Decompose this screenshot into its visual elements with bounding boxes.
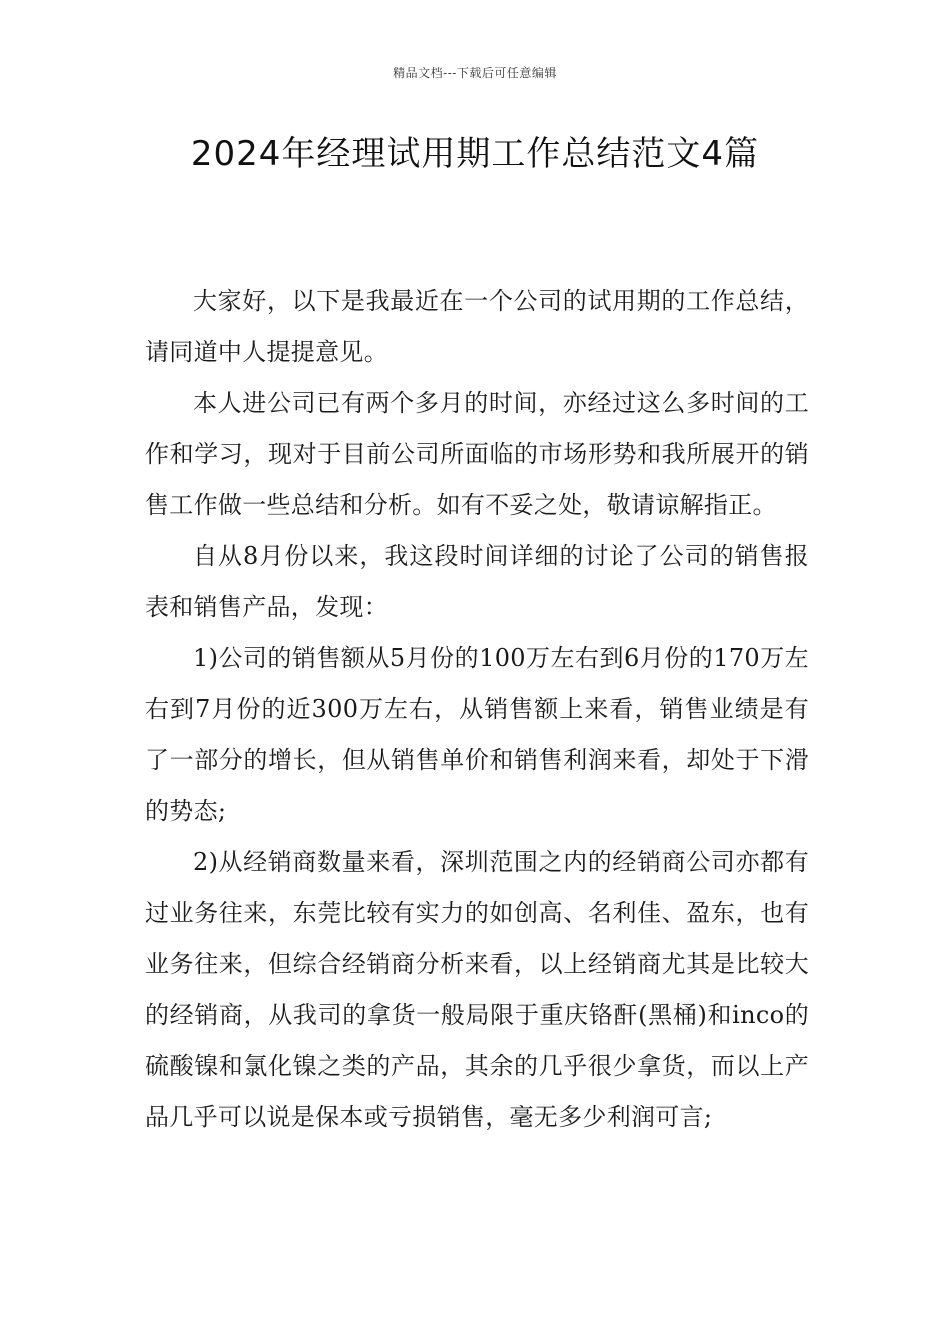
header-note: 精品文档---下载后可任意编辑 xyxy=(393,66,557,80)
paragraph-3: 自从8月份以来，我这段时间详细的讨论了公司的销售报表和销售产品，发现： xyxy=(145,542,809,621)
paragraph-5: 2)从经销商数量来看，深圳范围之内的经销商公司亦都有过业务往来，东莞比较有实力的如创高、名利佳、盈东，也有业务往来，但综合经销商分析来看，以上经销商尤其是比较大的经销商，从我司的拿货一般局限于重庆铬酐(黑桶)和inco的硫酸镍和氯化镍之类的产品，其余的几乎很少拿货，而以上产品几乎可以说是保本或亏损销售，毫无多少利润可言; xyxy=(145,848,809,1131)
paragraph-2: 本人进公司已有两个多月的时间，亦经过这么多时间的工作和学习，现对于目前公司所面临的市场形势和我所展开的销售工作做一些总结和分析。如有不妥之处，敬请谅解指正。 xyxy=(145,389,809,519)
document-body xyxy=(145,276,809,1143)
paragraph-4: 1)公司的销售额从5月份的100万左右到6月份的170万左右到7月份的近300万左右，从销售额上来看，销售业绩是有了一部分的增长，但从销售单价和销售利润来看，却处于下滑的势态; xyxy=(145,644,809,825)
page-title: 2024年经理试用期工作总结范文4篇 xyxy=(190,134,760,174)
paragraph-1: 大家好，以下是我最近在一个公司的试用期的工作总结，请同道中人提提意见。 xyxy=(145,287,809,366)
